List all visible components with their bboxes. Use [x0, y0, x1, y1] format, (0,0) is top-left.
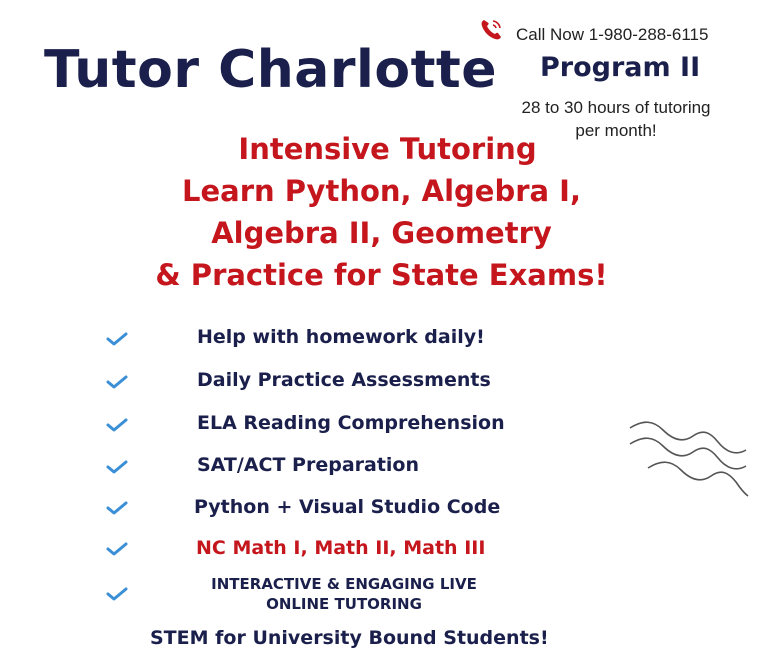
headline	[0, 128, 763, 296]
check-icon	[106, 542, 128, 556]
check-icon	[106, 501, 128, 515]
feature-item: NC Math I, Math II, Math III	[196, 537, 486, 559]
squiggle-decoration	[628, 418, 753, 503]
stem-tagline: STEM for University Bound Students!	[150, 627, 549, 649]
check-icon	[106, 587, 128, 601]
check-icon	[106, 375, 128, 389]
phone-icon	[478, 17, 504, 43]
program-name: Program II	[540, 52, 701, 83]
feature-item: SAT/ACT Preparation	[197, 454, 420, 476]
headline-line-2: Learn Python, Algebra I,	[182, 174, 581, 208]
feature-item	[194, 574, 494, 614]
feature-item: Python + Visual Studio Code	[194, 496, 501, 518]
check-icon	[106, 332, 128, 346]
hours-line-2: per month!	[575, 121, 657, 140]
brand-title: Tutor Charlotte	[44, 40, 498, 100]
hours-line-1: 28 to 30 hours of tutoring	[521, 98, 711, 117]
check-icon	[106, 418, 128, 432]
headline-line-1: Intensive Tutoring	[238, 132, 537, 166]
feature-item: Daily Practice Assessments	[197, 369, 491, 391]
feature-item: Help with homework daily!	[197, 326, 485, 348]
check-icon	[106, 460, 128, 474]
headline-line-3: Algebra II, Geometry	[211, 216, 552, 250]
headline-line-4: & Practice for State Exams!	[155, 258, 608, 292]
call-now-text[interactable]: Call Now 1-980-288-6115	[516, 25, 709, 44]
feature-line-2: ONLINE TUTORING	[266, 595, 422, 613]
feature-item: ELA Reading Comprehension	[197, 412, 505, 434]
feature-line-1: INTERACTIVE & ENGAGING LIVE	[211, 575, 477, 593]
